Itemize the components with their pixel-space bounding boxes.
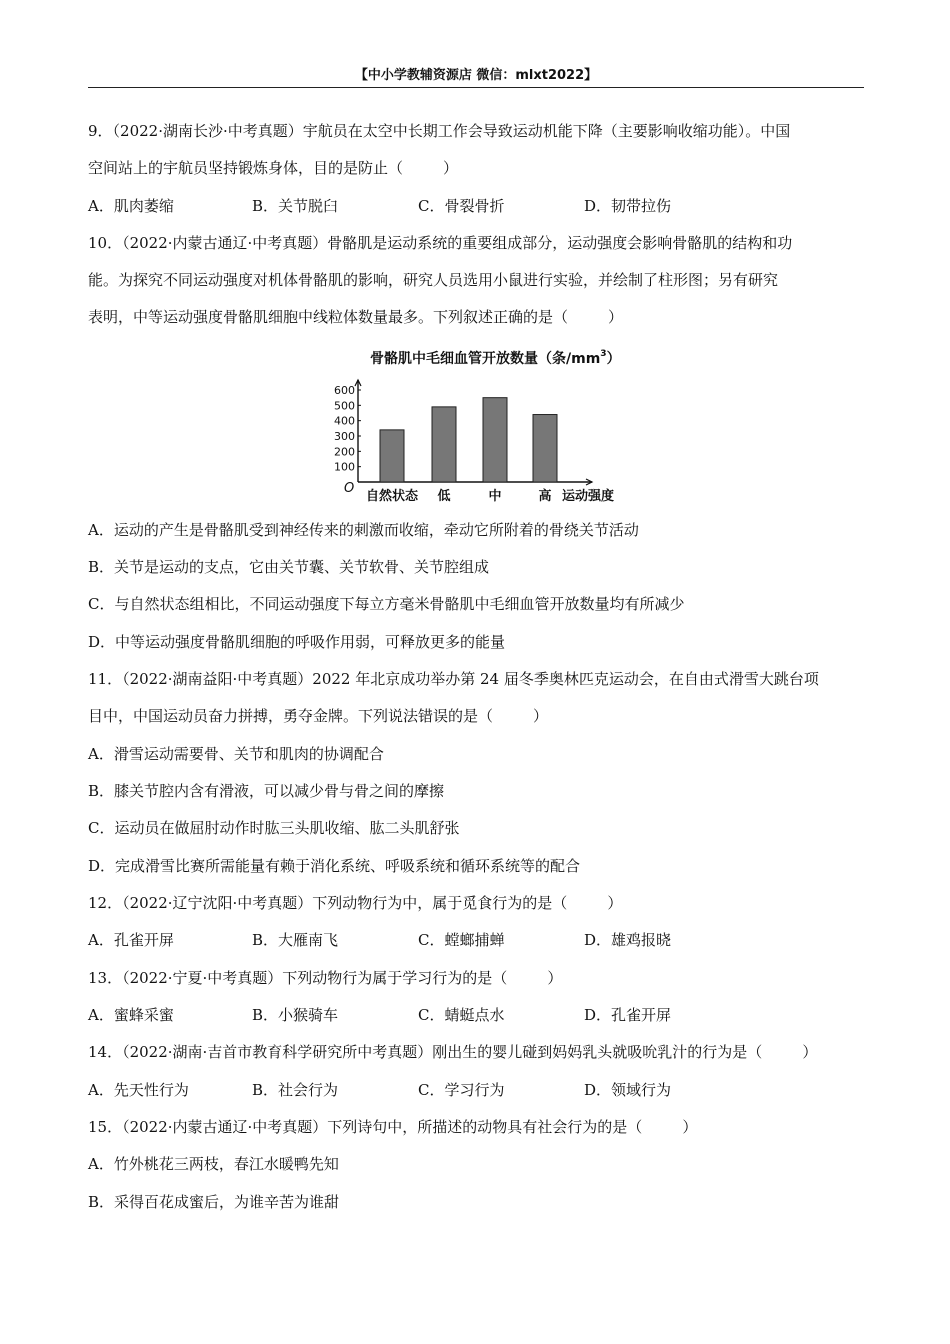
q9-stem-line2: 空间站上的宇航员坚持锻炼身体，目的是防止（ ） <box>88 159 459 177</box>
q12-stem: 12．（2022·辽宁沈阳·中考真题）下列动物行为中，属于觅食行为的是（ ） <box>88 894 623 912</box>
q14-option-b: B．社会行为 <box>252 1081 339 1099</box>
bar-2 <box>483 398 507 482</box>
q10-option-b: B．关节是运动的支点，它由关节囊、关节软骨、关节腔组成 <box>88 558 490 576</box>
q13-stem-text: 13．（2022·宁夏·中考真题）下列动物行为属于学习行为的是（ <box>88 969 508 987</box>
category-label-3: 高 <box>538 489 552 504</box>
q12-option-b: B．大雁南飞 <box>252 931 339 949</box>
bar-3 <box>533 415 557 482</box>
q10-stem-text: 表明，中等运动强度骨骼肌细胞中线粒体数量最多。下列叙述正确的是（ <box>88 308 569 326</box>
q15-stem-text: 15．（2022·内蒙古通辽·中考真题）下列诗句中，所描述的动物具有社会行为的是（ <box>88 1118 643 1136</box>
y-tick-label-3: 400 <box>334 414 355 428</box>
bar-0 <box>380 430 404 482</box>
q9-stem-text: 空间站上的宇航员坚持锻炼身体，目的是防止（ <box>88 159 404 177</box>
q11-option-a: A．滑雪运动需要骨、关节和肌肉的协调配合 <box>88 745 384 763</box>
q12-stem-text: 12．（2022·辽宁沈阳·中考真题）下列动物行为中，属于觅食行为的是（ <box>88 894 568 912</box>
q10-stem-line1: 10．（2022·内蒙古通辽·中考真题）骨骼肌是运动系统的重要组成部分，运动强度会影响骨骼肌的结构和功 <box>88 234 793 252</box>
q13-option-a: A．蜜蜂采蜜 <box>88 1006 174 1024</box>
bar-chart <box>334 342 624 512</box>
q9-option-d: D．韧带拉伤 <box>584 197 672 215</box>
q11-stem-text: 目中，中国运动员奋力拼搏，勇夺金牌。下列说法错误的是（ <box>88 707 494 725</box>
y-tick-label-1: 200 <box>334 445 355 459</box>
q12-option-d: D．雄鸡报晓 <box>584 931 672 949</box>
q10-option-c: C．与自然状态组相比，不同运动强度下每立方毫米骨骼肌中毛细血管开放数量均有所减少 <box>88 595 685 613</box>
origin-label: O <box>344 481 355 496</box>
q11-option-c: C．运动员在做屈肘动作时肱三头肌收缩、肱二头肌舒张 <box>88 819 460 837</box>
q12-option-c: C．螳螂捕蝉 <box>418 931 505 949</box>
q9-option-a: A．肌肉萎缩 <box>88 197 174 215</box>
page-header: 【中小学教辅资源店 微信：mlxt2022】 <box>354 68 598 83</box>
q14-option-c: C．学习行为 <box>418 1081 505 1099</box>
q11-stem-line1: 11．（2022·湖南益阳·中考真题）2022 年北京成功举办第 24 届冬季奥林匹克运动会，在自由式滑雪大跳台项 <box>88 670 819 688</box>
q15-stem: 15．（2022·内蒙古通辽·中考真题）下列诗句中，所描述的动物具有社会行为的是（ ） <box>88 1118 698 1136</box>
q15-option-a: A．竹外桃花三两枝，春江水暖鸭先知 <box>88 1155 339 1173</box>
y-tick-label-2: 300 <box>334 430 355 443</box>
y-tick-label-4: 500 <box>334 399 355 413</box>
q13-stem: 13．（2022·宁夏·中考真题）下列动物行为属于学习行为的是（ ） <box>88 969 563 987</box>
header-rule <box>88 87 864 88</box>
q11-option-d: D．完成滑雪比赛所需能量有赖于消化系统、呼吸系统和循环系统等的配合 <box>88 857 581 875</box>
q13-option-b: B．小猴骑车 <box>252 1006 339 1024</box>
q10-stem-line2: 能。为探究不同运动强度对机体骨骼肌的影响，研究人员选用小鼠进行实验，并绘制了柱形图；另有研究 <box>88 271 779 289</box>
y-tick-label-0: 100 <box>334 460 355 474</box>
q11-option-b: B．膝关节腔内含有滑液，可以减少骨与骨之间的摩擦 <box>88 782 445 800</box>
y-tick-label-5: 600 <box>334 384 355 397</box>
q10-stem-line3: 表明，中等运动强度骨骼肌细胞中线粒体数量最多。下列叙述正确的是（ ） <box>88 308 624 326</box>
bar-1 <box>432 407 456 482</box>
q9-option-b: B．关节脱臼 <box>252 197 339 215</box>
q15-option-b: B．采得百花成蜜后，为谁辛苦为谁甜 <box>88 1193 340 1211</box>
q13-option-c: C．蜻蜓点水 <box>418 1006 505 1024</box>
category-label-0: 自然状态 <box>365 489 419 504</box>
q11-stem-line2: 目中，中国运动员奋力拼搏，勇夺金牌。下列说法错误的是（ ） <box>88 707 549 725</box>
q10-option-a: A．运动的产生是骨骼肌受到神经传来的刺激而收缩，牵动它所附着的骨绕关节活动 <box>88 521 639 539</box>
q14-option-a: A．先天性行为 <box>88 1081 189 1099</box>
category-label-1: 低 <box>437 489 451 504</box>
category-label-2: 中 <box>488 489 502 504</box>
q12-option-a: A．孔雀开屏 <box>88 931 174 949</box>
q13-option-d: D．孔雀开屏 <box>584 1006 672 1024</box>
q14-option-d: D．领域行为 <box>584 1081 672 1099</box>
q10-option-d: D．中等运动强度骨骼肌细胞的呼吸作用弱，可释放更多的能量 <box>88 633 506 651</box>
x-axis-label: 运动强度 <box>561 489 615 504</box>
q9-stem-line1: 9．（2022·湖南长沙·中考真题）宇航员在太空中长期工作会导致运动机能下降（主要影响收缩功能）。中国 <box>88 122 791 140</box>
q14-stem-text: 14．（2022·湖南·吉首市教育科学研究所中考真题）刚出生的婴儿碰到妈妈乳头就吸吮乳汁的行为是（ <box>88 1043 763 1061</box>
chart-title: 骨骼肌中毛细血管开放数量（条$/mm^3$） <box>370 349 621 367</box>
q14-stem: 14．（2022·湖南·吉首市教育科学研究所中考真题）刚出生的婴儿碰到妈妈乳头就吸吮乳汁的行为是（ ） <box>88 1043 818 1061</box>
q9-option-c: C．骨裂骨折 <box>418 197 505 215</box>
